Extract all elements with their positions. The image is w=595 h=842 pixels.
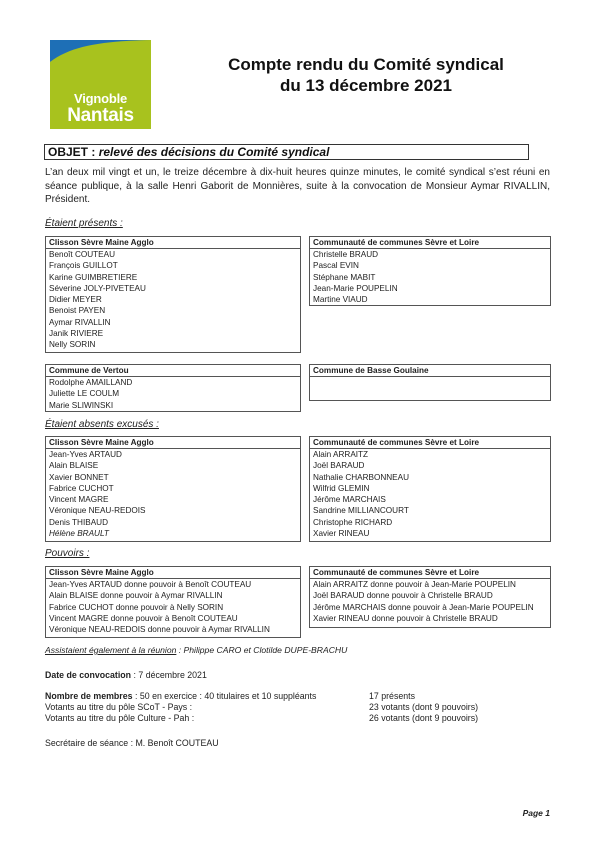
membres-line: [45, 691, 316, 702]
name-list: [46, 377, 300, 411]
vignoble-nantais-logo: [50, 40, 151, 129]
list-item: Janik RIVIERE: [49, 329, 104, 339]
list-item: Juliette LE COULM: [49, 389, 120, 399]
presents-count: 17 présents: [369, 691, 415, 701]
convocation-label: Date de convocation: [45, 670, 132, 680]
votants-culture-label: Votants au titre du pôle Culture - Pah :: [45, 713, 195, 723]
list-item: Didier MEYER: [49, 295, 102, 305]
name-list: [46, 579, 300, 635]
name-list: [46, 449, 300, 539]
list-item: Alain ARRAITZ: [313, 450, 369, 459]
logo-text: [50, 92, 151, 125]
votants-scot-label: Votants au titre du pôle SCoT - Pays :: [45, 702, 193, 712]
name-list: [310, 449, 550, 539]
box-title: Commune de Basse Goulaine: [310, 365, 550, 377]
list-item: Séverine JOLY-PIVETEAU: [49, 283, 146, 293]
list-item: Joël BARAUD donne pouvoir à Christelle BRAUD: [313, 591, 493, 601]
logo-line-1: Vignoble: [73, 91, 128, 106]
box-title: Communauté de communes Sèvre et Loire: [310, 237, 550, 249]
list-item: Xavier BONNET: [49, 472, 109, 482]
list-item: Marie SLIWINSKI: [49, 400, 114, 410]
assistants-label: Assistaient également à la réunion: [45, 645, 177, 655]
assistants-line: [45, 645, 347, 655]
presents-csma-box: [45, 236, 301, 353]
membres-label: Nombre de membres: [45, 691, 133, 701]
box-title: Communauté de communes Sèvre et Loire: [310, 437, 550, 449]
list-item: Christelle BRAUD: [313, 250, 379, 259]
list-item: Pascal EVIN: [313, 261, 359, 271]
secretaire-line: Secrétaire de séance : M. Benoît COUTEAU: [45, 738, 219, 748]
pouvoirs-csma-box: [45, 566, 301, 638]
list-item: Jérôme MARCHAIS donne pouvoir à Jean-Marie POUPELIN: [313, 602, 534, 612]
list-item: Christophe RICHARD: [313, 517, 393, 527]
list-item: Joël BARAUD: [313, 461, 365, 471]
list-item: Aymar RIVALLIN: [49, 317, 111, 327]
list-item: Nathalie CHARBONNEAU: [313, 472, 410, 482]
list-item: Stéphane MABIT: [313, 272, 376, 282]
pouvoirs-heading: Pouvoirs :: [45, 548, 90, 559]
absents-csma-box: [45, 436, 301, 542]
objet-value: relevé des décisions du Comité syndical: [98, 145, 330, 159]
name-list: [310, 249, 550, 305]
title-line-1: Compte rendu du Comité syndical: [228, 55, 504, 74]
presents-heading: Étaient présents :: [45, 218, 123, 229]
title-line-2: du 13 décembre 2021: [280, 76, 452, 95]
list-item: Alain BLAISE donne pouvoir à Aymar RIVALLIN: [49, 591, 223, 601]
list-item: Alain BLAISE: [49, 461, 99, 471]
objet-label: OBJET :: [48, 145, 96, 159]
convocation-value: : 7 décembre 2021: [131, 670, 207, 680]
list-item: Hélène BRAULT: [49, 529, 109, 539]
list-item: Jean-Yves ARTAUD donne pouvoir à Benoît COUTEAU: [49, 580, 252, 589]
pouvoirs-ccsl-box: [309, 566, 551, 628]
list-item: Martine VIAUD: [313, 295, 368, 305]
list-item: Véronique NEAU-REDOIS: [49, 506, 146, 516]
objet-box: [44, 144, 529, 160]
list-item: Alain ARRAITZ donne pouvoir à Jean-Marie POUPELIN: [313, 580, 516, 589]
document-title: [190, 54, 542, 96]
box-title: Clisson Sèvre Maine Agglo: [46, 237, 300, 249]
list-item: Karine GUIMBRETIERE: [49, 272, 138, 282]
presents-vertou-box: [45, 364, 301, 412]
name-list: [46, 249, 300, 351]
list-item: Vincent MAGRE: [49, 495, 109, 505]
list-item: Fabrice CUCHOT donne pouvoir à Nelly SORIN: [49, 602, 224, 612]
logo-line-2: Nantais: [67, 105, 134, 126]
list-item: Jean-Yves ARTAUD: [49, 450, 122, 459]
presents-ccsl-box: [309, 236, 551, 306]
votants-culture-value: 26 votants (dont 9 pouvoirs): [369, 713, 479, 723]
convocation-line: [45, 670, 207, 681]
box-title: Communauté de communes Sèvre et Loire: [310, 567, 550, 579]
assistants-value: : Philippe CARO et Clotilde DUPE-BRACHU: [176, 645, 348, 655]
absents-heading: Étaient absents excusés :: [45, 419, 159, 430]
list-item: Xavier RINEAU donne pouvoir à Christelle BRAUD: [313, 613, 498, 623]
list-item: Jean-Marie POUPELIN: [313, 283, 398, 293]
name-list: [310, 579, 550, 624]
list-item: Denis THIBAUD: [49, 517, 108, 527]
list-item: Vincent MAGRE donne pouvoir à Benoît COUTEAU: [49, 613, 238, 623]
list-item: Nelly SORIN: [49, 340, 96, 350]
list-item: François GUILLOT: [49, 261, 118, 271]
membres-value: : 50 en exercice : 40 titulaires et 10 suppléants: [132, 691, 317, 701]
absents-ccsl-box: [309, 436, 551, 542]
list-item: Benoist PAYEN: [49, 306, 106, 316]
page-number: Page 1: [522, 808, 550, 818]
box-title: Clisson Sèvre Maine Agglo: [46, 437, 300, 449]
intro-paragraph: L’an deux mil vingt et un, le treize décembre à dix-huit heures quinze minutes, le comité syndical s’est réuni en séance publique, à la salle Henri Gaborit de Monnières, suite à la convocation de Monsieur Aymar RIVALLIN, Président.: [45, 167, 550, 206]
presents-basse-goulaine-box: [309, 364, 551, 401]
list-item: Rodolphe AMAILLAND: [49, 378, 133, 387]
list-item: Xavier RINEAU: [313, 529, 370, 539]
box-title: Clisson Sèvre Maine Agglo: [46, 567, 300, 579]
list-item: Wilfrid GLEMIN: [313, 483, 370, 493]
votants-scot-value: 23 votants (dont 9 pouvoirs): [369, 702, 479, 712]
list-item: Sandrine MILLIANCOURT: [313, 506, 409, 516]
list-item: Jérôme MARCHAIS: [313, 495, 386, 505]
list-item: Véronique NEAU-REDOIS donne pouvoir à Aymar RIVALLIN: [49, 625, 270, 635]
list-item: Benoît COUTEAU: [49, 250, 115, 259]
box-title: Commune de Vertou: [46, 365, 300, 377]
list-item: Fabrice CUCHOT: [49, 483, 114, 493]
